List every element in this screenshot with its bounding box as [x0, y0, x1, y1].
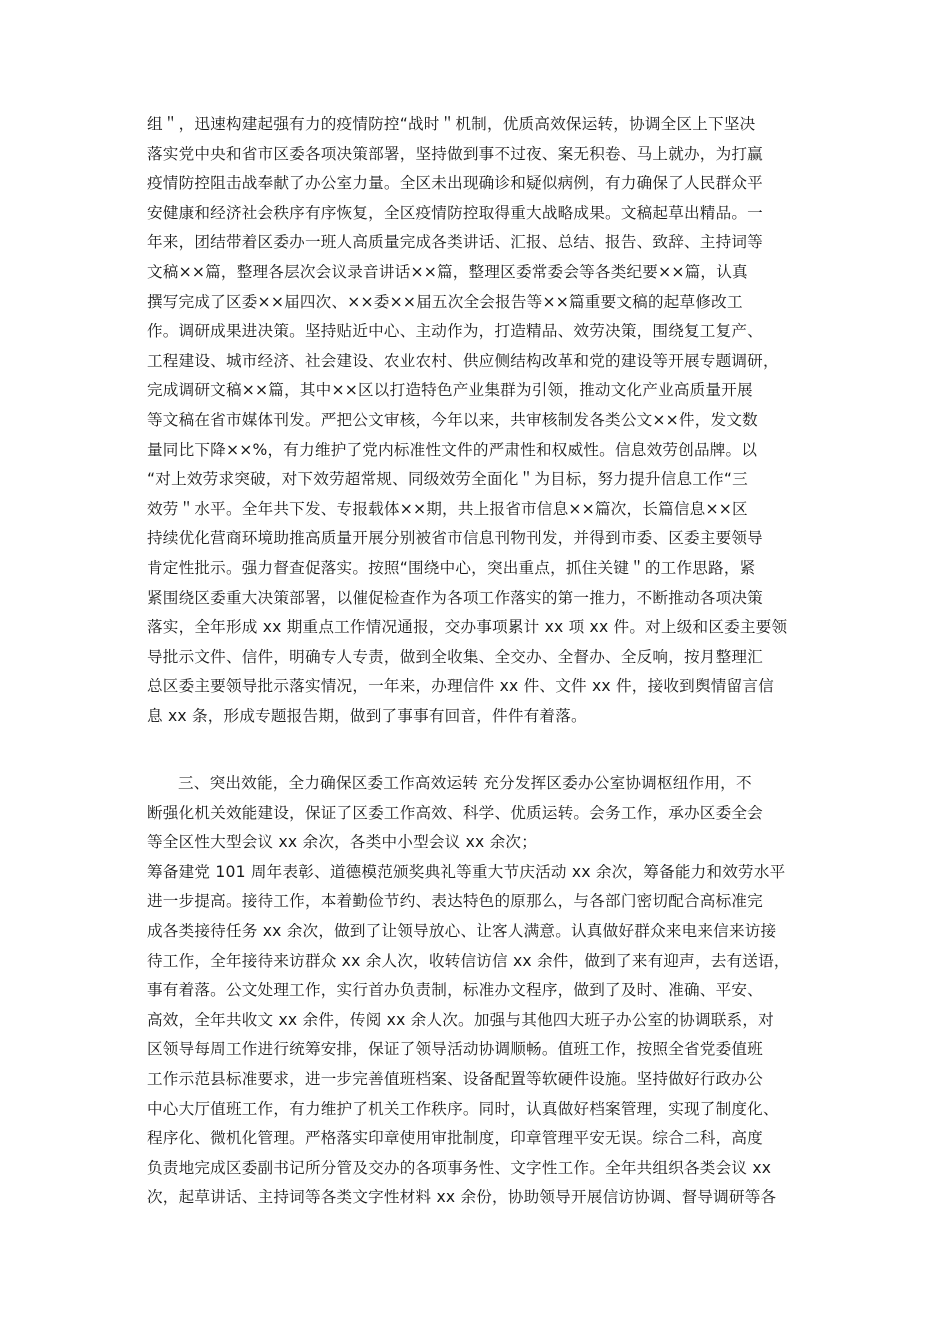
text-line: 息 xx 条，形成专题报告期，做到了事事有回音，件件有着落。	[147, 706, 587, 725]
text-line: 次，起草讲话、主持词等各类文字性材料 xx 余份，协助领导开展信访协调、督导调研等各	[147, 1188, 777, 1207]
text-line: 持续优化营商环境助推高质量开展分别被省市信息刊物刊发，并得到市委、区委主要领导	[147, 529, 763, 548]
text-line: 安健康和经济社会秩序有序恢复，全区疫情防控取得重大战略成果。文稿起草出精品。一	[147, 203, 763, 222]
text-line: 成各类接待任务 xx 余次，做到了让领导放心、让客人满意。认真做好群众来电来信来访接	[147, 921, 777, 940]
text-line: 落实，全年形成 xx 期重点工作情况通报，交办事项累计 xx 项 xx 件。对上级和区委主要领	[147, 618, 788, 637]
text-line: 导批示文件、信件，明确专人专责，做到全收集、全交办、全督办、全反响，按月整理汇	[147, 647, 763, 666]
text-line: 进一步提高。接待工作，本着勤俭节约、表达特色的原那么，与各部门密切配合高标准完	[147, 892, 763, 911]
section-heading-line: 三、突出效能，全力确保区委工作高效运转 充分发挥区委办公室协调枢纽作用，不	[178, 774, 752, 792]
text-line: “对上效劳求突破，对下效劳超常规、同级效劳全面化＂为目标，努力提升信息工作“三	[147, 470, 748, 489]
text-line: 断强化机关效能建设，保证了区委工作高效、科学、优质运转。会务工作，承办区委全会	[147, 803, 763, 822]
text-line: 量同比下降××%，有力维护了党内标准性文件的严肃性和权威性。信息效劳创品牌。以	[147, 440, 758, 459]
text-line: 组＂，迅速构建起强有力的疫情防控“战时＂机制，优质高效保运转，协调全区上下坚决	[147, 115, 756, 133]
text-line: 负责地完成区委副书记所分管及交办的各项事务性、文字性工作。全年共组织各类会议 xx	[147, 1158, 772, 1177]
text-line: 总区委主要领导批示落实情况，一年来，办理信件 xx 件、文件 xx 件，接收到舆情留言信	[147, 677, 774, 696]
work-summary-paragraph-two	[147, 110, 807, 731]
text-line: 肯定性批示。强力督查促落实。按照“围绕中心，突出重点，抓住关键＂的工作思路，紧	[147, 558, 756, 577]
text-line: 待工作，全年接待来访群众 xx 余人次，收转信访信 xx 余件，做到了来有迎声，去有送语，	[147, 951, 790, 970]
text-line: 等文稿在省市媒体刊发。严把公文审核，今年以来，共审核制发各类公文××件，发文数	[147, 410, 758, 429]
text-line: 效劳＂水平。全年共下发、专报载体××期，共上报省市信息××篇次，长篇信息××区	[147, 499, 748, 518]
text-line: 事有着落。公文处理工作，实行首办负责制，标准办文程序，做到了及时、准确、平安、	[147, 981, 763, 1000]
text-line: 工程建设、城市经济、社会建设、农业农村、供应侧结构改革和党的建设等开展专题调研，	[147, 351, 779, 370]
text-line: 紧围绕区委重大决策部署，以催促检查作为各项工作落实的第一推力，不断推动各项决策	[147, 588, 763, 607]
text-line: 完成调研文稿××篇，其中××区以打造特色产业集群为引领，推动文化产业高质量开展	[147, 381, 753, 400]
text-line: 撰写完成了区委××届四次、××委××届五次全会报告等××篇重要文稿的起草修改工	[147, 292, 743, 311]
text-line: 工作示范县标准要求，进一步完善值班档案、设备配置等软硬件设施。坚持做好行政办公	[147, 1069, 763, 1088]
text-line: 文稿××篇，整理各层次会议录音讲话××篇，整理区委常委会等各类纪要××篇，认真	[147, 262, 748, 281]
work-summary-paragraph-three	[147, 769, 807, 1213]
text-line: 落实党中央和省市区委各项决策部署，坚持做到事不过夜、案无积卷、马上就办，为打赢	[147, 144, 763, 163]
text-line: 等全区性大型会议 xx 余次，各类中小型会议 xx 余次；	[147, 833, 538, 852]
text-line: 年来，团结带着区委办一班人高质量完成各类讲话、汇报、总结、报告、致辞、主持词等	[147, 233, 763, 252]
text-line: 区领导每周工作进行统筹安排，保证了领导活动协调顺畅。值班工作，按照全省党委值班	[147, 1040, 763, 1059]
text-line: 疫情防控阻击战奉献了办公室力量。全区未出现确诊和疑似病例，有力确保了人民群众平	[147, 174, 763, 193]
text-line: 筹备建党 101 周年表彰、道德模范颁奖典礼等重大节庆活动 xx 余次，筹备能力和效劳水平	[147, 862, 786, 881]
text-line: 高效，全年共收文 xx 余件，传阅 xx 余人次。加强与其他四大班子办公室的协调联系，对	[147, 1010, 774, 1029]
text-line: 中心大厅值班工作，有力维护了机关工作秩序。同时，认真做好档案管理，实现了制度化、	[147, 1099, 779, 1118]
text-line: 程序化、微机化管理。严格落实印章使用审批制度，印章管理平安无误。综合二科，高度	[147, 1129, 763, 1148]
text-line: 作。调研成果进决策。坚持贴近中心、主动作为，打造精品、效劳决策，围绕复工复产、	[147, 322, 763, 341]
